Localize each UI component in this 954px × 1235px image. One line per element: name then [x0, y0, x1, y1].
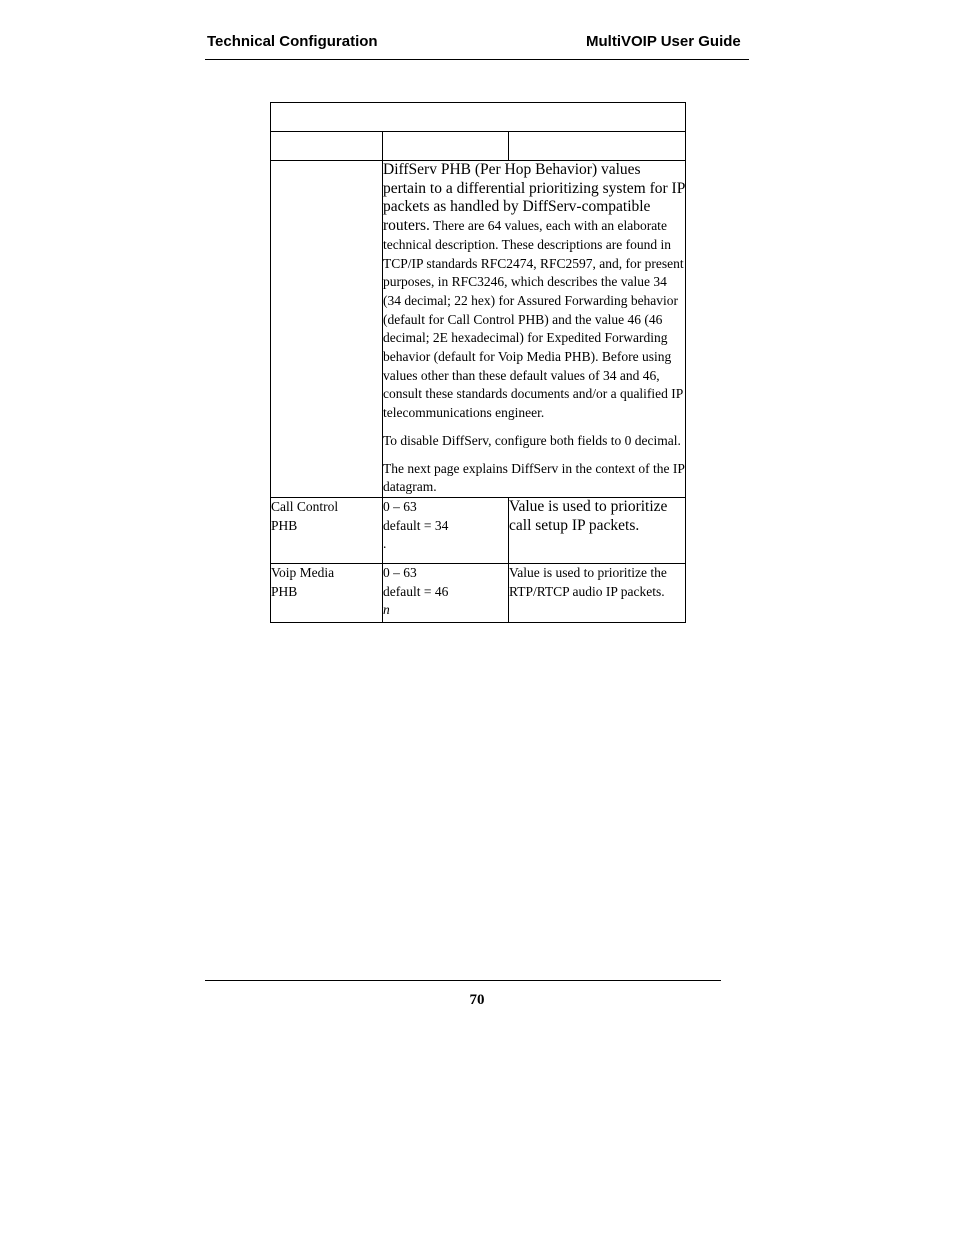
field-name-line1: Voip Media	[271, 564, 335, 580]
column-header-description	[509, 132, 686, 161]
description-para-disable: To disable DiffServ, configure both fields to 0 decimal.	[383, 432, 681, 448]
field-name-cell	[271, 563, 383, 622]
empty-cell	[271, 161, 383, 498]
field-description-cell: Value is used to prioritize the RTP/RTCP audio IP packets.	[509, 563, 686, 622]
running-header-section: Technical Configuration	[207, 33, 378, 50]
table-header-row	[271, 132, 686, 161]
field-extra: .	[383, 536, 387, 552]
field-name-line1: Call Control	[271, 498, 339, 514]
field-extra: n	[383, 602, 390, 618]
field-range: 0 – 63	[383, 498, 417, 514]
field-default: default = 34	[383, 517, 449, 533]
field-values-cell	[383, 563, 509, 622]
footer-rule	[205, 980, 721, 981]
description-lead: DiffServ PHB (Per Hop Behavior) values pertain to a differential prioritizing system for IP packets as handled by DiffServ-compatible routers.	[383, 161, 685, 235]
description-para-next-page: The next page explains DiffServ in the context of the IP datagram.	[383, 460, 685, 495]
diffserv-table	[270, 102, 686, 623]
table-row-voip-media-phb	[271, 563, 686, 622]
diffserv-description-cell	[383, 161, 686, 498]
field-description-cell: Value is used to prioritize call setup IP packets.	[509, 497, 686, 563]
field-default: default = 46	[383, 583, 449, 599]
column-header-field	[271, 132, 383, 161]
table-title-cell	[271, 103, 686, 132]
table-row-call-control-phb	[271, 497, 686, 563]
table-row-diffserv-description	[271, 161, 686, 498]
field-name-line2: PHB	[271, 517, 298, 533]
running-header-title: MultiVOIP User Guide	[586, 33, 741, 50]
field-values-cell	[383, 497, 509, 563]
header-rule	[205, 59, 749, 60]
description-rest: There are 64 values, each with an elaborate technical description. These descriptions are found in TCP/IP standards RFC2474, RFC2597, and, for present purposes, in RFC3246, which describes the value 34 (34 decimal; 22 hex) for Assured Forwarding behavior (default for Call Control PHB) and the value 46 (46 decimal; 2E hexadecimal) for Expedited Forwarding behavior (default for Voip Media PHB). Before using values other than these default values of 34 and 46, consult these standards documents and/or a qualified IP telecommunications engineer.	[383, 218, 684, 421]
field-name-line2: PHB	[271, 583, 298, 599]
page-number: 70	[469, 992, 485, 1008]
field-name-cell	[271, 497, 383, 563]
field-range: 0 – 63	[383, 564, 417, 580]
column-header-values	[383, 132, 509, 161]
